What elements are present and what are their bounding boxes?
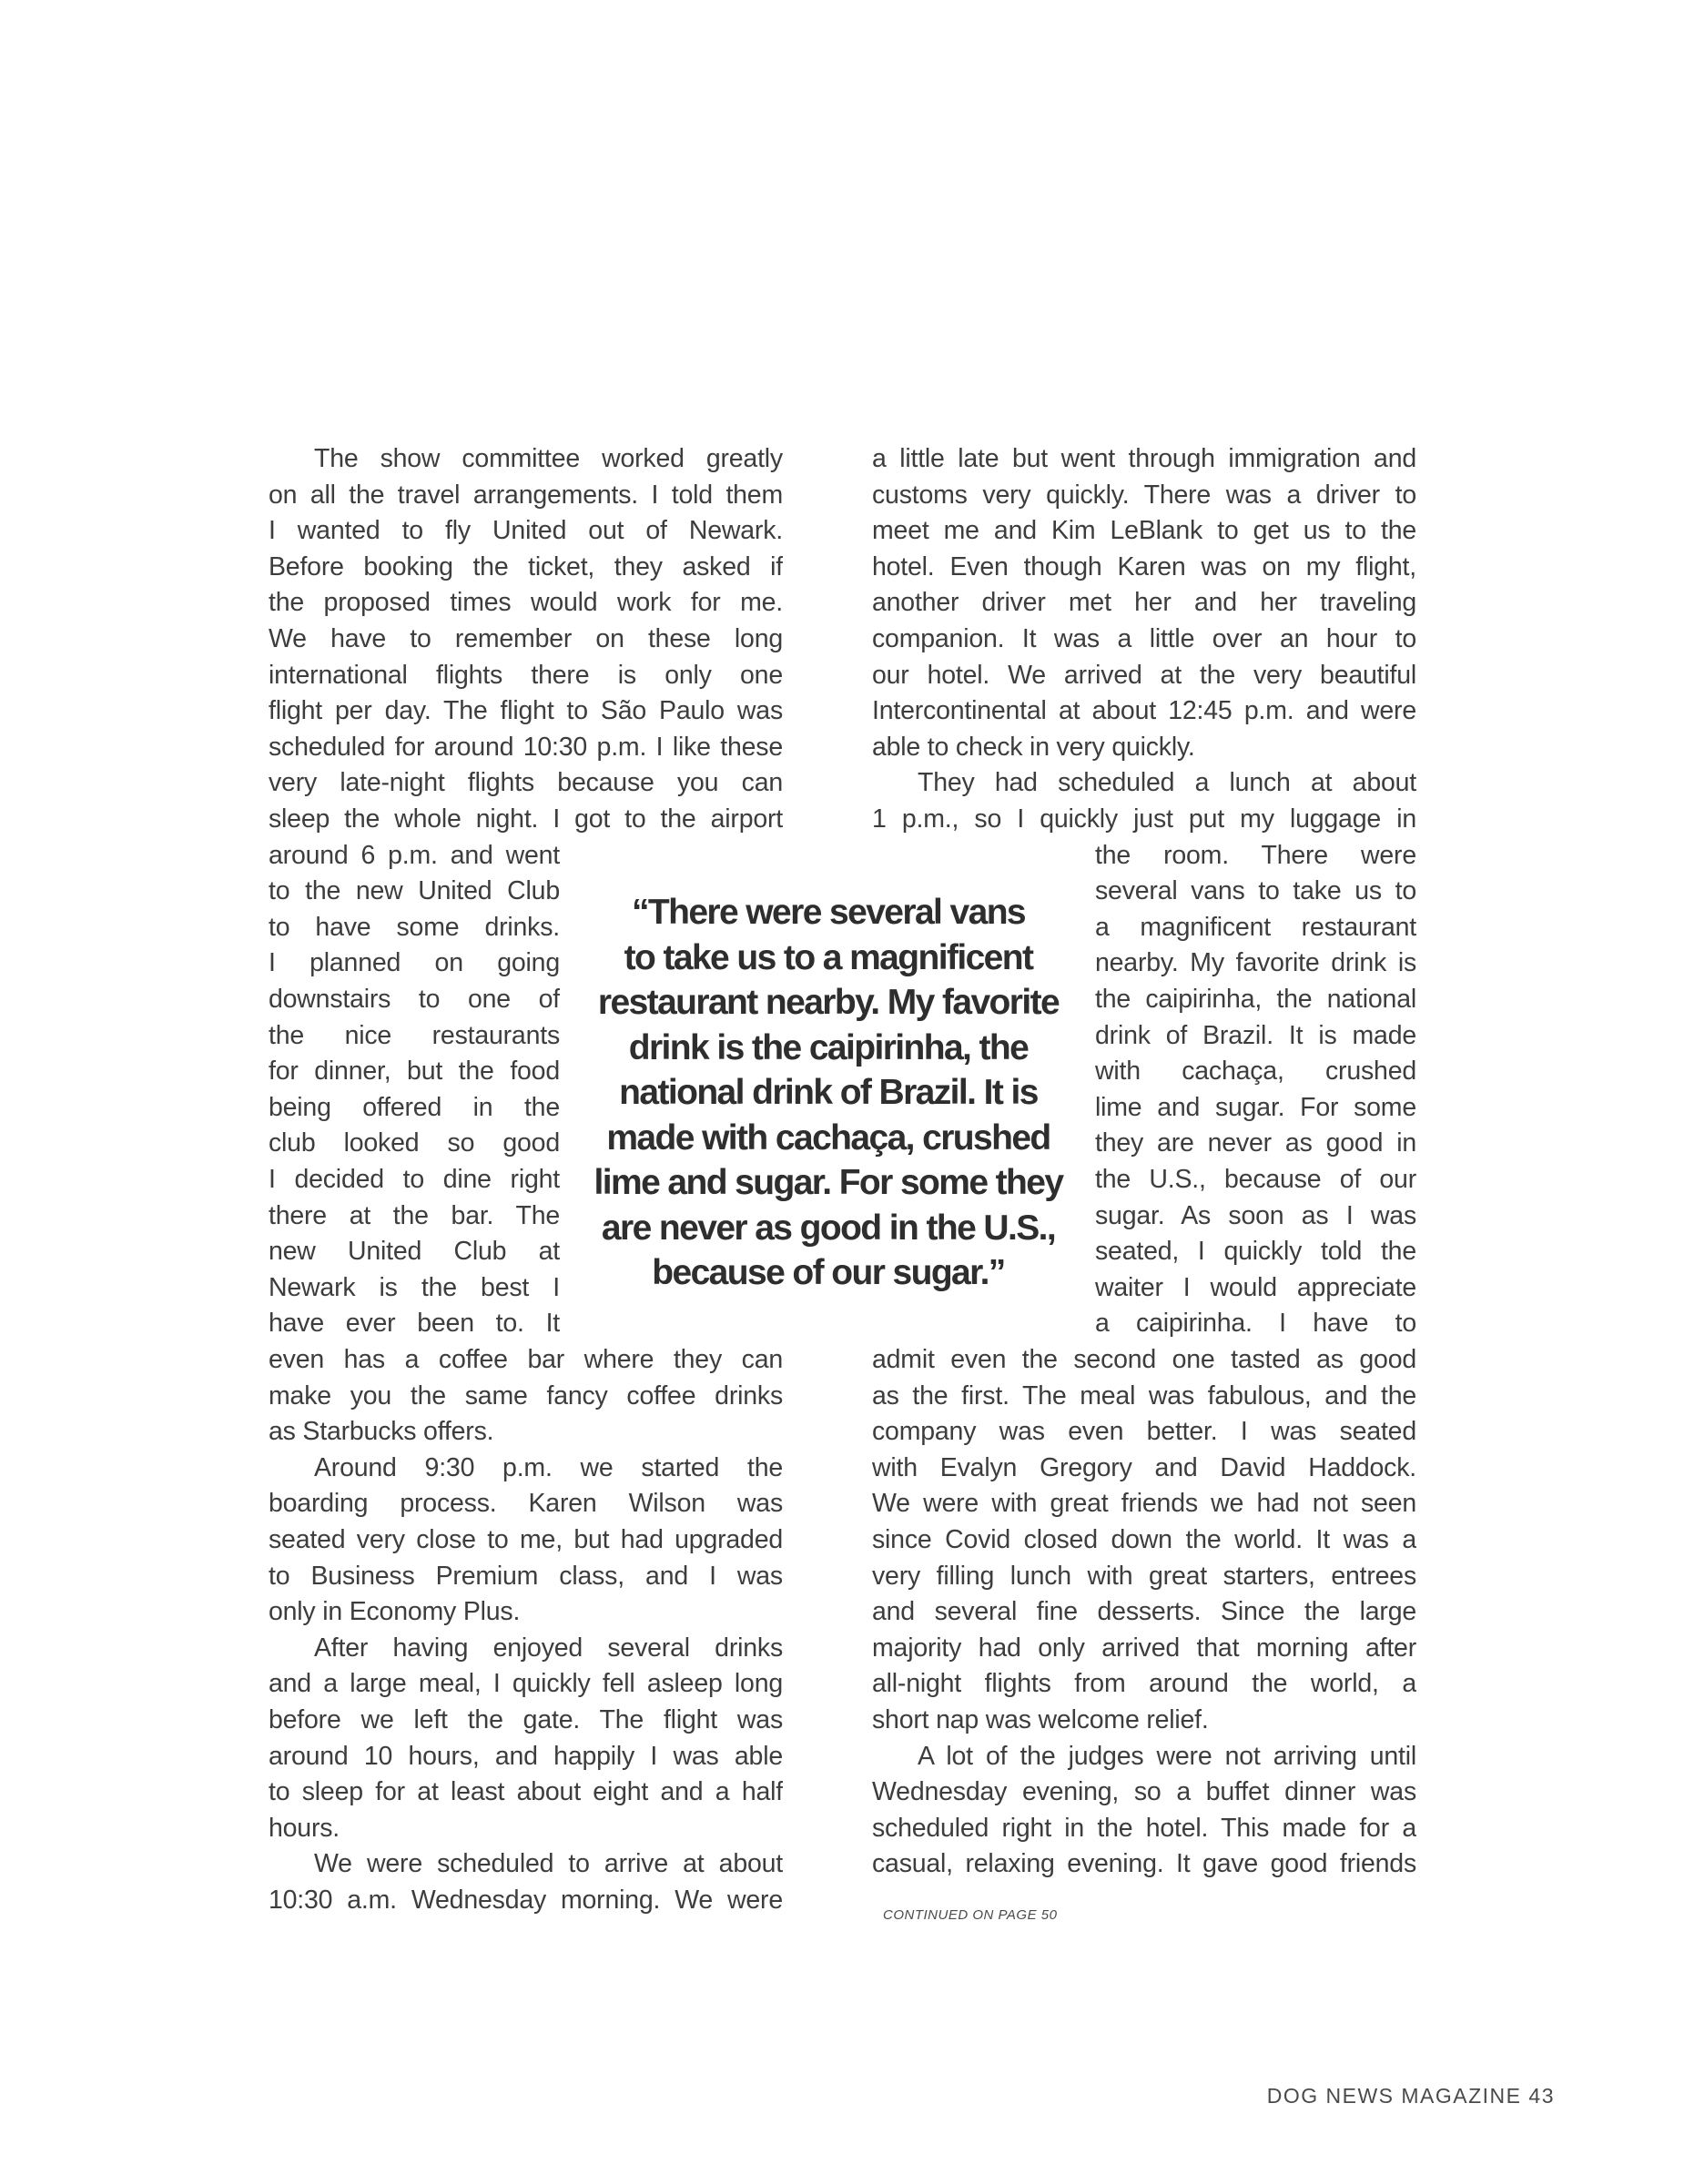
text-line: before we left the gate. The flight was [269,1705,783,1734]
text-line: I decided to dine right [269,1165,560,1194]
text-line: hotel. Even though Karen was on my flight, [872,551,1416,581]
text-line: only in Economy Plus. [269,1597,521,1627]
text-line: for dinner, but the food [269,1057,560,1087]
text-line: boarding process. Karen Wilson was [269,1489,783,1519]
text-line: scheduled right in the hotel. This made for a [872,1813,1416,1843]
text-line: club looked so good [269,1128,560,1158]
text-line: the caipirinha, the national [1095,985,1416,1014]
text-line: very late-night flights because you can [269,768,783,798]
text-line: majority had only arrived that morning after [872,1633,1416,1663]
text-line: They had scheduled a lunch at about [918,768,1416,798]
text-line: Newark is the best I [269,1272,560,1302]
text-line: customs very quickly. There was a driver to [872,480,1416,510]
text-line: nearby. My favorite drink is [1095,948,1416,978]
text-line: 1 p.m., so I quickly just put my luggage in [872,804,1416,834]
text-line: We were scheduled to arrive at about [314,1849,783,1879]
text-line: international flights there is only one [269,660,783,690]
text-line: short nap was welcome relief. [872,1705,1209,1734]
text-line: Around 9:30 p.m. we started the [314,1452,783,1482]
text-line: We were with great friends we had not seen [872,1489,1416,1519]
text-line: scheduled for around 10:30 p.m. I like these [269,732,783,762]
text-line: a magnificent restaurant [1095,912,1416,942]
pull-quote-line: lime and sugar. For some they [593,1163,1063,1202]
text-line: the nice restaurants [269,1020,560,1050]
text-line: very filling lunch with great starters, entrees [872,1561,1416,1591]
text-line: around 6 p.m. and went [269,840,560,870]
text-line: the room. There were [1095,840,1416,870]
text-line: admit even the second one tasted as good [872,1345,1416,1374]
text-line: casual, relaxing evening. It gave good friends [872,1849,1416,1879]
text-line: a caipirinha. I have to [1095,1309,1416,1339]
text-line: new United Club at [269,1237,560,1267]
text-line: Before booking the ticket, they asked if [269,551,783,581]
text-line: all-night flights from around the world, a [872,1669,1416,1699]
text-line: being offered in the [269,1092,560,1122]
magazine-name: DOG NEWS MAGAZINE [1266,2084,1522,2108]
text-line: A lot of the judges were not arriving until [918,1741,1416,1771]
text-line: as the first. The meal was fabulous, and the [872,1380,1416,1410]
text-line: around 10 hours, and happily I was able [269,1741,783,1771]
text-line: hours. [269,1813,340,1843]
text-line: even has a coffee bar where they can [269,1345,783,1374]
text-line: to the new United Club [269,876,560,906]
text-line: another driver met her and her traveling [872,588,1416,618]
text-line: After having enjoyed several drinks [314,1633,783,1663]
text-line: they are never as good in [1095,1128,1416,1158]
text-line: lime and sugar. For some [1095,1092,1416,1122]
text-line: with cachaça, crushed [1095,1057,1416,1087]
text-line: The show committee worked greatly [314,444,783,473]
text-line: to sleep for at least about eight and a half [269,1777,783,1807]
text-line: sleep the whole night. I got to the airport [269,804,783,834]
text-line: 10:30 a.m. Wednesday morning. We were [269,1886,783,1915]
pull-quote-line: national drink of Brazil. It is [619,1073,1038,1112]
text-line: drink of Brazil. It is made [1095,1020,1416,1050]
text-line: companion. It was a little over an hour to [872,624,1416,653]
text-line: seated, I quickly told the [1095,1237,1416,1267]
text-line: a little late but went through immigration and [872,444,1416,473]
text-line: have ever been to. It [269,1309,560,1339]
pull-quote-line: “There were several vans [631,893,1026,932]
text-line: I wanted to fly United out of Newark. [269,516,783,546]
text-line: able to check in very quickly. [872,732,1195,762]
text-line: there at the bar. The [269,1200,560,1230]
text-line: to have some drinks. [269,912,560,942]
text-line: several vans to take us to [1095,876,1416,906]
pull-quote-line: made with cachaça, crushed [606,1117,1050,1158]
text-line: meet me and Kim LeBlank to get us to the [872,516,1416,546]
text-line: to Business Premium class, and I was [269,1561,783,1591]
page-footer [1267,2084,1555,2108]
pull-quote-line: are never as good in the U.S., [601,1208,1056,1248]
text-line: our hotel. We arrived at the very beautiful [872,660,1416,690]
pull-quote-line: to take us to a magnificent [624,937,1033,977]
text-line: and a large meal, I quickly fell asleep long [269,1669,783,1699]
text-line: Intercontinental at about 12:45 p.m. and were [872,696,1416,726]
pull-quote-line: because of our sugar.” [652,1253,1005,1292]
text-line: seated very close to me, but had upgraded [269,1525,783,1554]
text-line: with Evalyn Gregory and David Haddock. [872,1452,1416,1482]
page-number: 43 [1528,2084,1555,2108]
text-line: since Covid closed down the world. It was a [872,1525,1416,1554]
pull-quote [573,890,1083,1296]
continued-note: CONTINUED ON PAGE 50 [883,1907,1058,1923]
text-line: downstairs to one of [269,985,560,1014]
pull-quote-line: drink is the caipirinha, the [628,1027,1029,1067]
text-line: and several fine desserts. Since the large [872,1597,1416,1627]
text-line: flight per day. The flight to São Paulo was [269,696,783,726]
text-line: Wednesday evening, so a buffet dinner was [872,1777,1416,1807]
text-line: as Starbucks offers. [269,1417,494,1447]
text-line: company was even better. I was seated [872,1417,1416,1447]
text-line: sugar. As soon as I was [1095,1200,1416,1230]
text-line: on all the travel arrangements. I told them [269,480,783,510]
pull-quote-line: restaurant nearby. My favorite [597,983,1060,1022]
text-line: waiter I would appreciate [1095,1272,1416,1302]
text-line: I planned on going [269,948,560,978]
text-line: make you the same fancy coffee drinks [269,1380,783,1410]
text-line: We have to remember on these long [269,624,783,653]
text-line: the U.S., because of our [1095,1165,1416,1194]
text-line: the proposed times would work for me. [269,588,783,618]
